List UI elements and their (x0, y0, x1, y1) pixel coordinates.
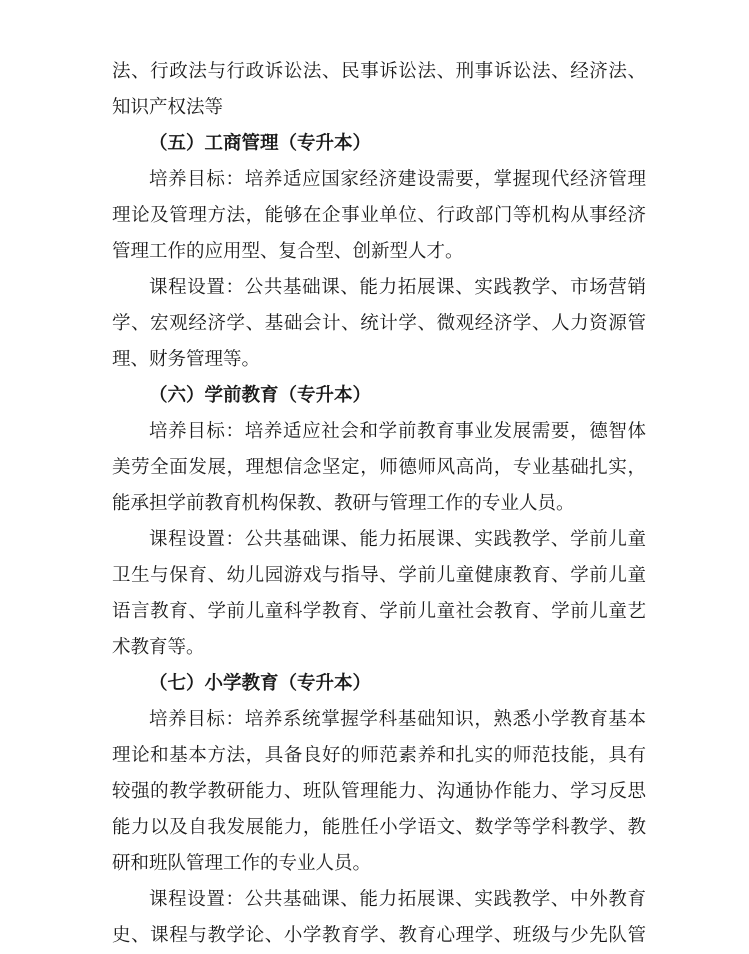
text-line: 课程设置：公共基础课、能力拓展课、实践教学、中外教育 (149, 889, 646, 910)
text-line: 理论和基本方法，具备良好的师范素养和扎实的师范技能，具有 (112, 745, 646, 766)
text-line: 史、课程与教学论、小学教育学、教育心理学、班级与少先队管 (112, 925, 646, 946)
text-line: 理论及管理方法，能够在企事业单位、行政部门等机构从事经济 (112, 205, 646, 226)
text-line: 课程设置：公共基础课、能力拓展课、实践教学、市场营销 (149, 277, 646, 298)
text-line: 理、财务管理等。 (112, 349, 261, 370)
text-line: 能力以及自我发展能力，能胜任小学语文、数学等学科教学、教 (112, 817, 646, 838)
text-line: 知识产权法等 (112, 97, 224, 118)
text-line: 培养目标：培养系统掌握学科基础知识，熟悉小学教育基本 (149, 709, 646, 730)
document-page (112, 54, 646, 954)
section-heading: （五）工商管理（专升本） (149, 133, 372, 154)
text-line: 法、行政法与行政诉讼法、民事诉讼法、刑事诉讼法、经济法、 (112, 61, 646, 82)
text-line: 术教育等。 (112, 637, 205, 658)
text-line: 能承担学前教育机构保教、教研与管理工作的专业人员。 (112, 493, 575, 514)
text-line: 课程设置：公共基础课、能力拓展课、实践教学、学前儿童 (149, 529, 646, 550)
text-line: 管理工作的应用型、复合型、创新型人才。 (112, 241, 464, 262)
text-line: 卫生与保育、幼儿园游戏与指导、学前儿童健康教育、学前儿童 (112, 565, 646, 586)
text-line: 培养目标：培养适应国家经济建设需要，掌握现代经济管理 (149, 169, 646, 190)
section-heading: （六）学前教育（专升本） (149, 385, 372, 406)
text-line: 美劳全面发展，理想信念坚定，师德师风高尚，专业基础扎实， (112, 457, 646, 478)
section-heading: （七）小学教育（专升本） (149, 673, 372, 694)
text-line: 研和班队管理工作的专业人员。 (112, 853, 372, 874)
text-line: 培养目标：培养适应社会和学前教育事业发展需要，德智体 (149, 421, 646, 442)
text-line: 较强的教学教研能力、班队管理能力、沟通协作能力、学习反思 (112, 781, 646, 802)
text-line: 学、宏观经济学、基础会计、统计学、微观经济学、人力资源管 (112, 313, 646, 334)
text-line: 语言教育、学前儿童科学教育、学前儿童社会教育、学前儿童艺 (112, 601, 646, 622)
